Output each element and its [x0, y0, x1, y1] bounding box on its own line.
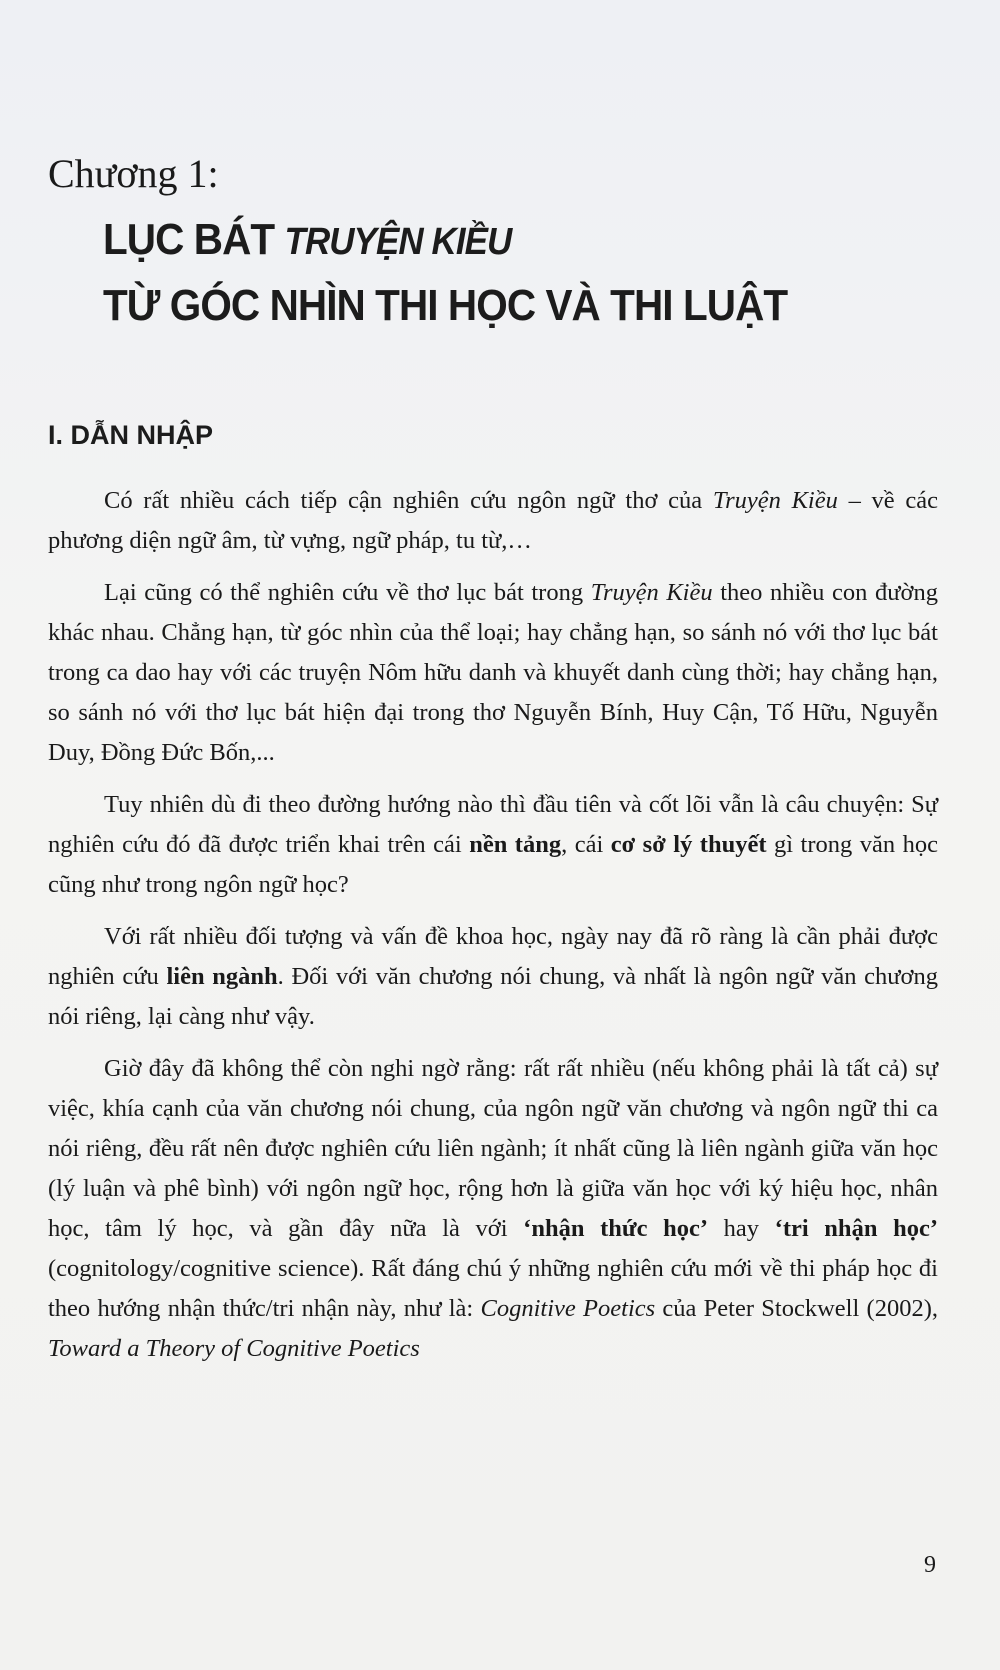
chapter-title-line-1: [103, 208, 871, 274]
text-run: Với rất nhiều đối tượng và vấn đề khoa học, ngày nay đã rõ ràng là cần phải được nghiên cứu: [48, 923, 938, 990]
text-run: gì trong văn học cũng như trong ngôn ngữ học?: [48, 831, 938, 898]
page-content: [48, 150, 938, 1381]
bold-run: cơ sở lý thuyết: [610, 831, 767, 858]
paragraph-1: [48, 481, 938, 561]
bold-run: liên ngành: [166, 963, 278, 990]
text-run: Tuy nhiên dù đi theo đường hướng nào thì đầu tiên và cốt lõi vẫn là câu chuyện: Sự nghiên cứu đó đã được triển khai trên cái: [48, 791, 938, 858]
text-run: (cognitology/cognitive science). Rất đáng chú ý những nghiên cứu mới về thi pháp học đi theo hướng nhận thức/tri nhận này, như là:: [48, 1255, 938, 1322]
text-run: Lại cũng có thể nghiên cứu về thơ lục bát trong: [104, 579, 591, 606]
text-run: – về các phương diện ngữ âm, từ vựng, ngữ pháp, tu từ,…: [48, 487, 938, 554]
text-run: . Đối với văn chương nói chung, và nhất là ngôn ngữ văn chương nói riêng, lại càng như vậy.: [48, 963, 938, 1030]
italic-run: Toward a Theory of Cognitive Poetics: [48, 1335, 420, 1362]
text-run: hay: [708, 1215, 775, 1242]
chapter-title-line-2: TỪ GÓC NHÌN THI HỌC VÀ THI LUẬT: [103, 281, 788, 330]
paragraph-3: [48, 785, 938, 905]
italic-run: Cognitive Poetics: [480, 1295, 656, 1322]
title-part-italic: TRUYỆN KIỀU: [284, 221, 512, 263]
paragraph-5: [48, 1049, 938, 1369]
italic-run: Truyện Kiều: [712, 487, 838, 514]
text-run: của Peter Stockwell (2002),: [655, 1295, 938, 1322]
text-run: Giờ đây đã không thể còn nghi ngờ rằng: rất rất nhiều (nếu không phải là tất cả) sự việc, khía cạnh của văn chương nói chung, của ngôn ngữ văn chương và ngôn ngữ thi ca nói riêng, đều rất nên được nghiên cứu liên ngành; ít nhất cũng là liên ngành giữa văn học (lý luận và phê bình) với ngôn ngữ học, rộng hơn là giữa văn học với ký hiệu học, nhân học, tâm lý học, và gần đây nữa là với: [48, 1055, 938, 1242]
paragraph-2: [48, 573, 938, 773]
paragraph-4: [48, 917, 938, 1037]
title-part-plain: LỤC BÁT: [103, 215, 285, 264]
italic-run: Truyện Kiều: [590, 579, 713, 606]
chapter-label: Chương 1:: [48, 151, 219, 196]
page-number: 9: [924, 1552, 936, 1578]
section-heading: I. DẪN NHẬP: [48, 420, 214, 450]
bold-run: ‘tri nhận học’: [774, 1215, 938, 1242]
bold-run: nền tảng: [469, 831, 562, 858]
text-run: Có rất nhiều cách tiếp cận nghiên cứu ngôn ngữ thơ của: [104, 487, 713, 514]
text-run: , cái: [561, 831, 611, 858]
text-run: theo nhiều con đường khác nhau. Chẳng hạn, từ góc nhìn của thể loại; hay chẳng hạn, so sánh nó với thơ lục bát trong ca dao hay với các truyện Nôm hữu danh và khuyết danh cùng thời; hay chẳng hạn, so sánh nó với thơ lục bát hiện đại trong thơ Nguyễn Bính, Huy Cận, Tố Hữu, Nguyễn Duy, Đồng Đức Bốn,...: [48, 579, 938, 766]
bold-run: ‘nhận thức học’: [523, 1215, 709, 1242]
